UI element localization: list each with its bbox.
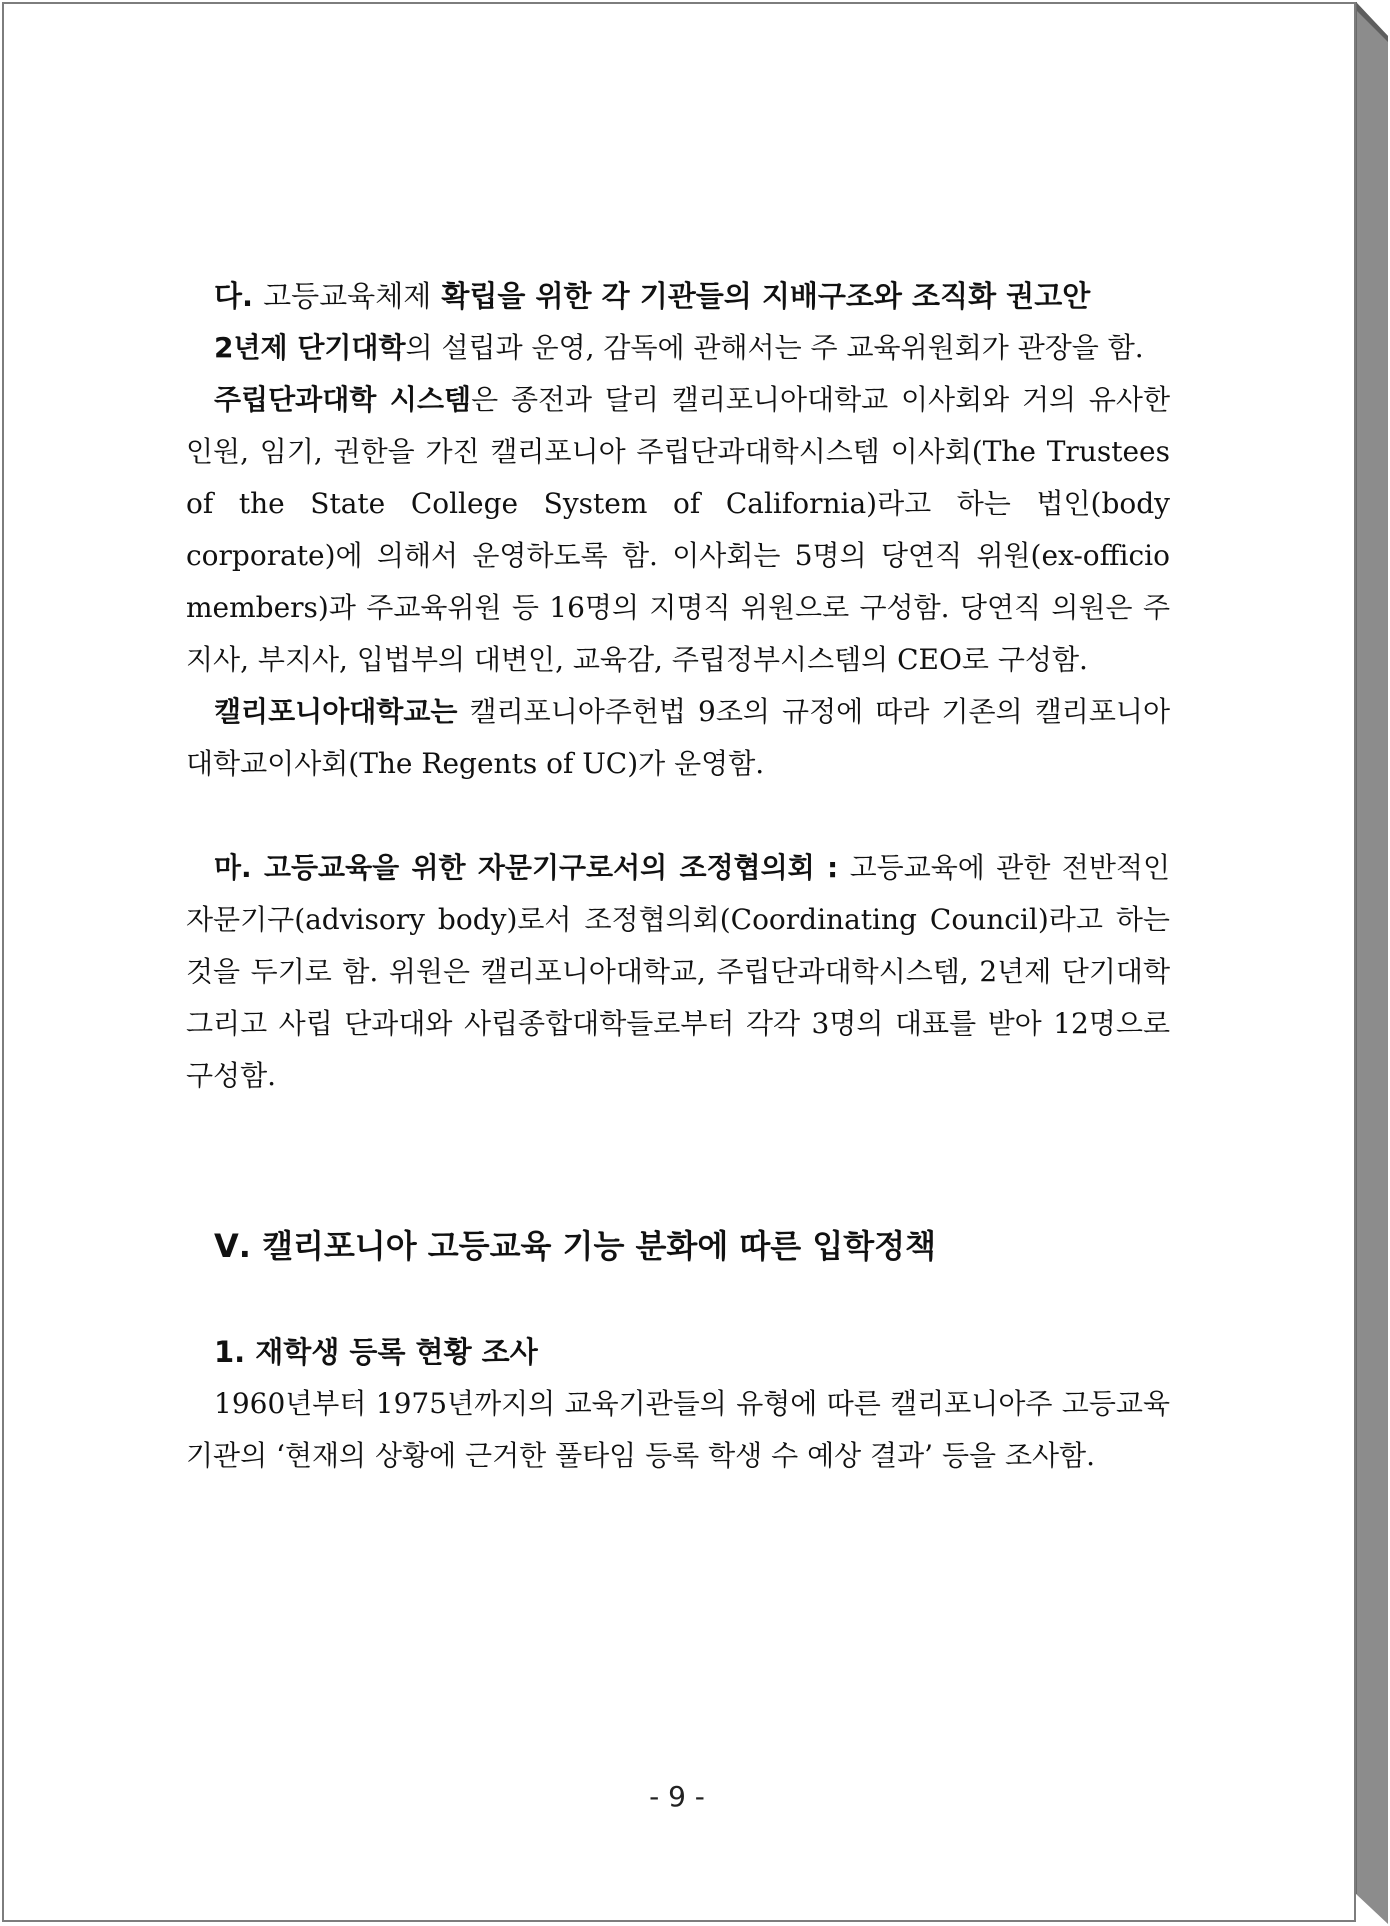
paragraph-state-college [186,374,1170,686]
paragraph-enrollment: 1960년부터 1975년까지의 교육기관들의 유형에 따른 캘리포니아주 고등교육기관의 ‘현재의 상황에 근거한 풀타임 등록 학생 수 예상 결과’ 등을 조사함. [186,1387,1170,1472]
section-da-prefix: 다. [214,279,254,313]
paragraph-uc [186,686,1170,790]
page-number: - 9 - [649,1780,705,1813]
document-body [186,270,1170,1482]
chapter-title: Ⅴ. 캘리포니아 고등교육 기능 분화에 따른 입학정책 [214,1227,937,1265]
section-da-heading [186,270,1170,322]
section-spacer [186,790,1170,842]
section-ma-text: 고등교육에 관한 전반적인 자문기구(advisory body)로서 조정협의회(Coordinating Council)라고 하는 것을 두기로 함. 위원은 캘리포니아대학교, 주립단과대학시스템, 2년제 단기대학 그리고 사립 단과대와 사립종합대학들로부터 각각 3명의 대표를 받아 12명으로 구성함. [186,851,1170,1092]
keyword-junior-college: 2년제 단기대학 [214,331,406,364]
section-ma-heading: 마. 고등교육을 위한 자문기구로서의 조정협의회 : [214,851,839,884]
paragraph-coordinating-council [186,842,1170,1102]
paragraph-uc-text: 캘리포니아주헌법 9조의 규정에 따라 기존의 캘리포니아대학교이사회(The Regents of UC)가 운영함. [186,695,1170,780]
paragraph-state-college-text: 은 종전과 달리 캘리포니아대학교 이사회와 거의 유사한 인원, 임기, 권한을 가진 캘리포니아 주립단과대학시스템 이사회(The Trustees of the State College System of California)라고 하는 법인(body corporate)에 의해서 운영하도록 함. 이사회는 5명의 당연직 위원(ex-officio members)과 주교육위원 등 16명의 지명직 위원으로 구성함. 당연직 의원은 주지사, 부지사, 입법부의 대변인, 교육감, 주립정부시스템의 CEO로 구성함. [186,383,1170,676]
section-da-heading-rest: 확립을 위한 각 기관들의 지배구조와 조직화 권고안 [441,279,1091,313]
keyword-state-college: 주립단과대학 시스템 [214,383,472,416]
page-fold-edge [1356,2,1388,1924]
paragraph-junior-college-text: 의 설립과 운영, 감독에 관해서는 주 교육위원회가 관장을 함. [405,331,1144,364]
paragraph-junior-college [186,322,1170,374]
keyword-uc: 캘리포니아대학교는 [214,695,458,728]
subsection-title: 1. 재학생 등록 현황 조사 [214,1335,538,1369]
section-da-heading-plain: 고등교육체제 [263,279,432,313]
